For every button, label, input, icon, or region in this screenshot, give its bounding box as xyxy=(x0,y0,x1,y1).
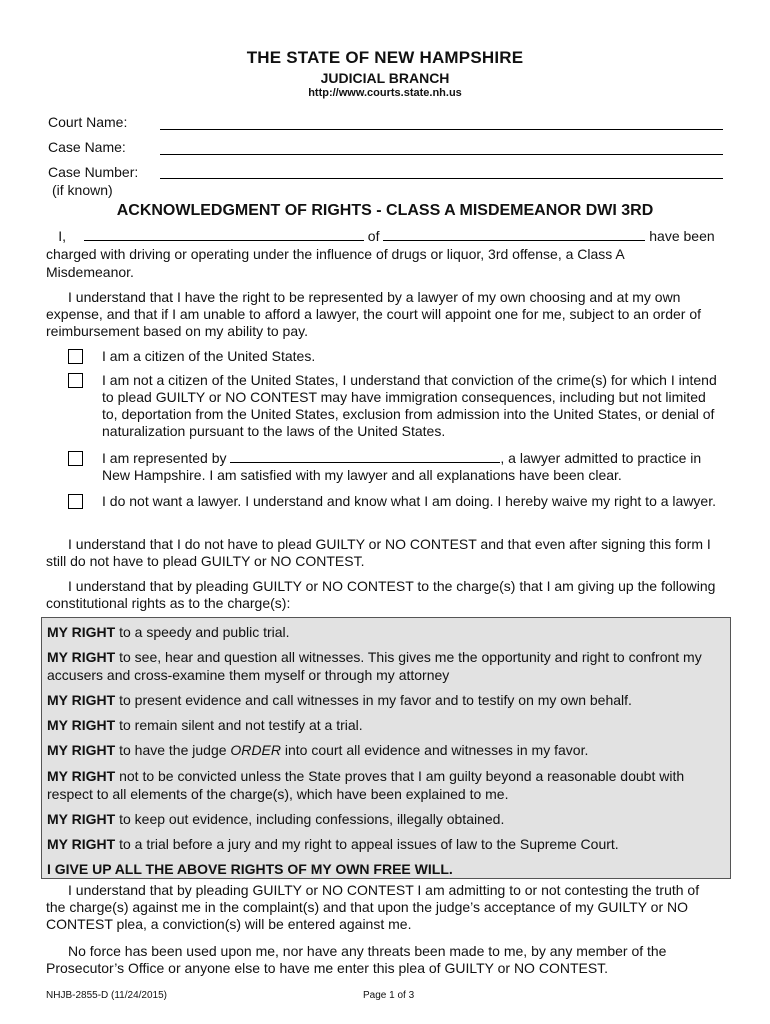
represented-text xyxy=(102,450,724,484)
lawyer-paragraph: I understand that I have the right to be represented by a lawyer of my own choosing and at my own expense, and that if I am unable to afford a lawyer, the court will appoint one for me, subject to an order of reimbursement based on my ability to pay. xyxy=(46,289,702,339)
intro-of: of xyxy=(367,228,380,244)
branch-heading: JUDICIAL BRANCH xyxy=(320,70,450,86)
document-title: ACKNOWLEDGMENT OF RIGHTS - CLASS A MISDEMEANOR DWI 3RD xyxy=(116,202,654,219)
right-speedy-trial xyxy=(47,623,723,641)
intro-have-been: have been xyxy=(649,228,715,244)
right-text: not to be convicted unless the State proves that I am guilty beyond a reasonable doubt with respect to all elements of the charge(s), which have been explained to me. xyxy=(47,768,685,802)
rights-box xyxy=(41,617,731,879)
right-prefix: MY RIGHT xyxy=(47,836,116,852)
right-keep-out-evidence xyxy=(47,810,723,828)
right-remain-silent xyxy=(47,716,723,734)
right-text: into court all evidence and witnesses in my favor. xyxy=(280,742,589,758)
state-heading: THE STATE OF NEW HAMPSHIRE xyxy=(246,48,524,67)
right-prefix: MY RIGHT xyxy=(47,811,116,827)
court-url: http://www.courts.state.nh.us xyxy=(308,87,462,99)
not-citizen-checkbox[interactable] xyxy=(68,373,83,388)
right-prefix: MY RIGHT xyxy=(47,742,116,758)
right-witnesses xyxy=(47,648,723,684)
case-name-field[interactable] xyxy=(160,154,723,155)
right-prefix: MY RIGHT xyxy=(47,768,116,784)
give-up-rights-statement: I GIVE UP ALL THE ABOVE RIGHTS OF MY OWN FREE WILL. xyxy=(47,861,453,877)
represented-prefix: I am represented by xyxy=(102,450,227,466)
citizen-text: I am a citizen of the United States. xyxy=(102,348,316,364)
right-jury-trial xyxy=(47,835,723,853)
represented-suffix: , a lawyer admitted to practice in New Hampshire. I am satisfied with my lawyer and all explanations have been clear. xyxy=(102,450,702,483)
right-prefix: MY RIGHT xyxy=(47,717,116,733)
right-prefix: MY RIGHT xyxy=(47,649,116,665)
right-text: to have the judge xyxy=(115,742,231,758)
not-citizen-text: I am not a citizen of the United States, I understand that conviction of the crime(s) for which I intend to plead GUILTY or NO CONTEST may have immigration consequences, including but not limited to, deportation from the United States, exclusion from admission into the United States, or denial of naturalization pursuant to the laws of the United States. xyxy=(102,372,717,439)
intro-charged: charged with driving or operating under the influence of drugs or liquor, 3rd offense, a Class A xyxy=(46,246,625,262)
right-present-evidence xyxy=(47,691,723,709)
right-text: to keep out evidence, including confessions, illegally obtained. xyxy=(115,811,505,827)
no-plead-paragraph: I understand that I do not have to plead GUILTY or NO CONTEST and that even after signing this form I still do not have to plead GUILTY or NO CONTEST. xyxy=(46,536,711,569)
form-id: NHJB-2855-D (11/24/2015) xyxy=(46,990,167,1001)
right-text: to see, hear and question all witnesses. This gives me the opportunity and right to confront my accusers and cross-examine them myself or through my attorney xyxy=(47,649,702,683)
no-lawyer-checkbox[interactable] xyxy=(68,494,83,509)
intro-line xyxy=(46,228,722,245)
right-prefix: MY RIGHT xyxy=(47,624,116,640)
case-number-label: Case Number: xyxy=(48,164,139,180)
intro-i: I, xyxy=(58,228,66,244)
intro-misdemeanor: Misdemeanor. xyxy=(46,264,134,280)
court-name-field[interactable] xyxy=(160,129,723,130)
giving-up-paragraph: I understand that by pleading GUILTY or NO CONTEST to the charge(s) that I am giving up the following constitutional rights as to the charge(s): xyxy=(46,578,716,611)
right-text: to a trial before a jury and my right to appeal issues of law to the Supreme Court. xyxy=(115,836,619,852)
right-text: to remain silent and not testify at a trial. xyxy=(115,717,363,733)
right-judge-order xyxy=(47,741,723,759)
admitting-paragraph: I understand that by pleading GUILTY or NO CONTEST I am admitting to or not contesting the truth of the charge(s) against me in the complaint(s) and that upon the judge’s acceptance of my GUILTY or NO CONTEST plea, a conviction(s) will be entered against me. xyxy=(46,882,700,932)
citizen-checkbox[interactable] xyxy=(68,349,83,364)
page-number: Page 1 of 3 xyxy=(363,990,415,1001)
if-known-note: (if known) xyxy=(52,182,113,198)
right-reasonable-doubt xyxy=(47,767,723,803)
represented-checkbox[interactable] xyxy=(68,451,83,466)
order-word: ORDER xyxy=(230,742,281,758)
right-prefix: MY RIGHT xyxy=(47,692,116,708)
right-text: to a speedy and public trial. xyxy=(115,624,290,640)
court-name-label: Court Name: xyxy=(48,114,128,130)
case-name-label: Case Name: xyxy=(48,139,126,155)
case-number-field[interactable] xyxy=(160,178,723,179)
no-lawyer-text: I do not want a lawyer. I understand and know what I am doing. I hereby waive my right to a lawyer. xyxy=(102,493,716,509)
lawyer-name-field[interactable] xyxy=(230,450,500,463)
defendant-name-field[interactable] xyxy=(84,228,364,241)
defendant-town-field[interactable] xyxy=(383,228,645,241)
no-force-paragraph: No force has been used upon me, nor have any threats been made to me, by any member of the Prosecutor’s Office or anyone else to have me enter this plea of GUILTY or NO CONTEST. xyxy=(46,943,667,976)
right-text: to present evidence and call witnesses in my favor and to testify on my own behalf. xyxy=(115,692,632,708)
